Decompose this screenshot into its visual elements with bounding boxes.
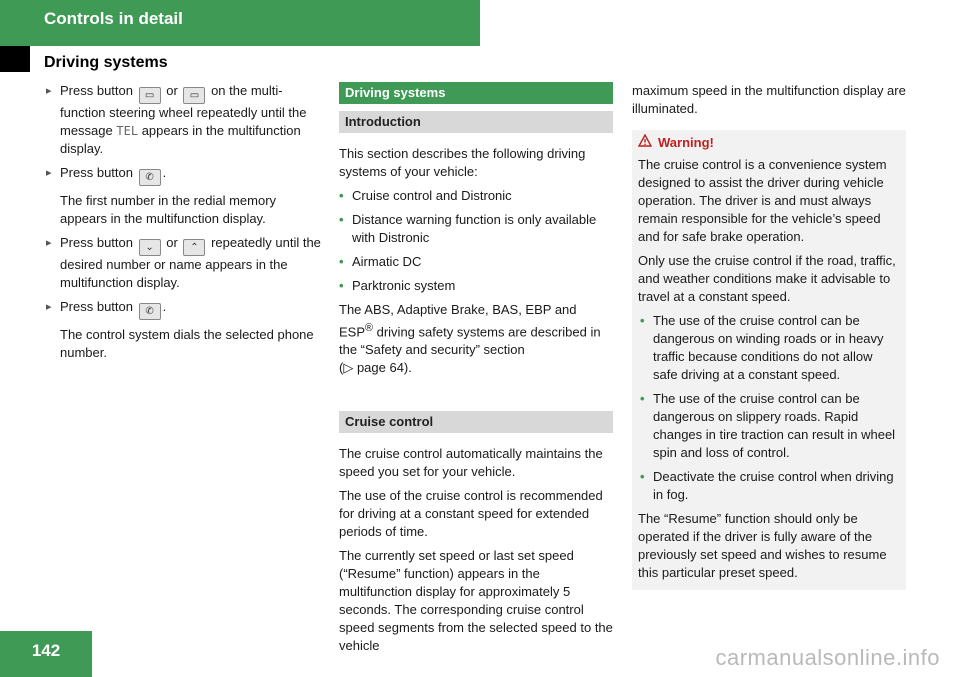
phone-menu-key-alt-icon: ▭ [183,87,205,104]
bullet-icon: • [640,469,645,484]
section-title: Driving systems [44,54,168,71]
step-arrow-icon: ▸ [46,85,52,97]
chapter-title: Controls in detail [44,9,183,28]
section-marker [0,46,30,72]
step-1: ▸ Press button ▭ or ▭ on the multi-function steering wheel repeatedly until the message TEL appears in the multifunction display. [46,83,307,156]
warning-box [632,130,906,590]
safety-systems-text: The ABS, Adaptive Brake, BAS, EBP and ESP® driving safety systems are described in the “Safety and security” section (▷ page 64). [339,302,601,376]
step-arrow-icon: ▸ [46,301,52,313]
phone-menu-key-icon: ▭ [139,87,161,104]
bullet-icon: • [640,391,645,406]
watermark: carmanualsonline.info [715,645,940,670]
intro-text: This section describes the following driving systems of your vehicle: [339,146,586,179]
list-item: • Distance warning function is only available with Distronic [339,212,597,245]
warning-triangle-icon [638,134,652,152]
page-number: 142 [0,631,92,677]
cruise-control-heading: Cruise control [339,411,613,433]
step-2: ▸ Press button ✆ . [46,164,324,186]
bullet-icon: • [339,254,344,269]
list-item: • The use of the cruise control can be dangerous on slippery roads. Rapid changes in tire traction can result in wheel spin and loss of control. [640,391,896,460]
step-arrow-icon: ▸ [46,237,52,249]
column-middle [339,82,613,661]
list-item: • Cruise control and Distronic [339,188,512,203]
scroll-up-key-icon: ⌃ [183,239,205,256]
list-item: • Airmatic DC [339,254,422,269]
warning-paragraph-3: The “Resume” function should only be operated if the driver is fully aware of the previously set speed and wishes to resume this particular preset speed. [638,511,887,580]
step-4: ▸ Press button ✆ . [46,298,324,320]
page-reference-link[interactable]: (▷ page 64). [339,360,412,376]
column-left [46,82,324,368]
step-3: ▸ Press button ⌄ or ⌃ repeatedly until the desired number or name appears in the multifunction display. [46,235,321,290]
cruise-paragraph-1: The cruise control automatically maintains the speed you set for your vehicle. [339,446,603,480]
cruise-paragraph-2: The use of the cruise control is recommended for driving at a constant speed for extended periods of time. [339,488,603,540]
bullet-icon: • [339,278,344,293]
step-2-result: The first number in the redial memory appears in the multifunction display. [60,193,277,226]
introduction-heading: Introduction [339,111,613,133]
list-item: • The use of the cruise control can be dangerous on winding roads or in heavy traffic because conditions do not allow safe driving at a constant speed. [640,313,884,382]
call-key-icon: ✆ [139,169,161,186]
warning-paragraph-2: Only use the cruise control if the road, traffic, and weather conditions make it advisable to travel at a constant speed. [638,253,896,304]
driving-systems-banner: Driving systems [339,82,613,104]
warning-title: Warning! [658,135,714,150]
list-item: • Parktronic system [339,278,456,293]
bullet-icon: • [640,313,645,328]
step-arrow-icon: ▸ [46,167,52,179]
column-right [632,82,906,590]
display-message-tel: TEL [116,124,139,138]
bullet-icon: • [339,212,344,227]
list-item: • Deactivate the cruise control when driving in fog. [640,469,894,502]
step-4-result: The control system dials the selected phone number. [60,327,314,360]
call-key-icon: ✆ [139,303,161,320]
cruise-paragraph-3: The currently set speed or last set speed (“Resume” function) appears in the multifunction display for approximately 5 seconds. The corresponding cruise control speed segments from the selected speed to the vehicle [339,548,613,654]
continued-text: maximum speed in the multifunction display are illuminated. [632,83,906,116]
warning-paragraph-1: The cruise control is a convenience system designed to assist the driver during vehicle operation. The driver is and must always remain responsible for the vehicle’s speed and for safe brake operation. [638,157,887,244]
scroll-down-key-icon: ⌄ [139,239,161,256]
bullet-icon: • [339,188,344,203]
